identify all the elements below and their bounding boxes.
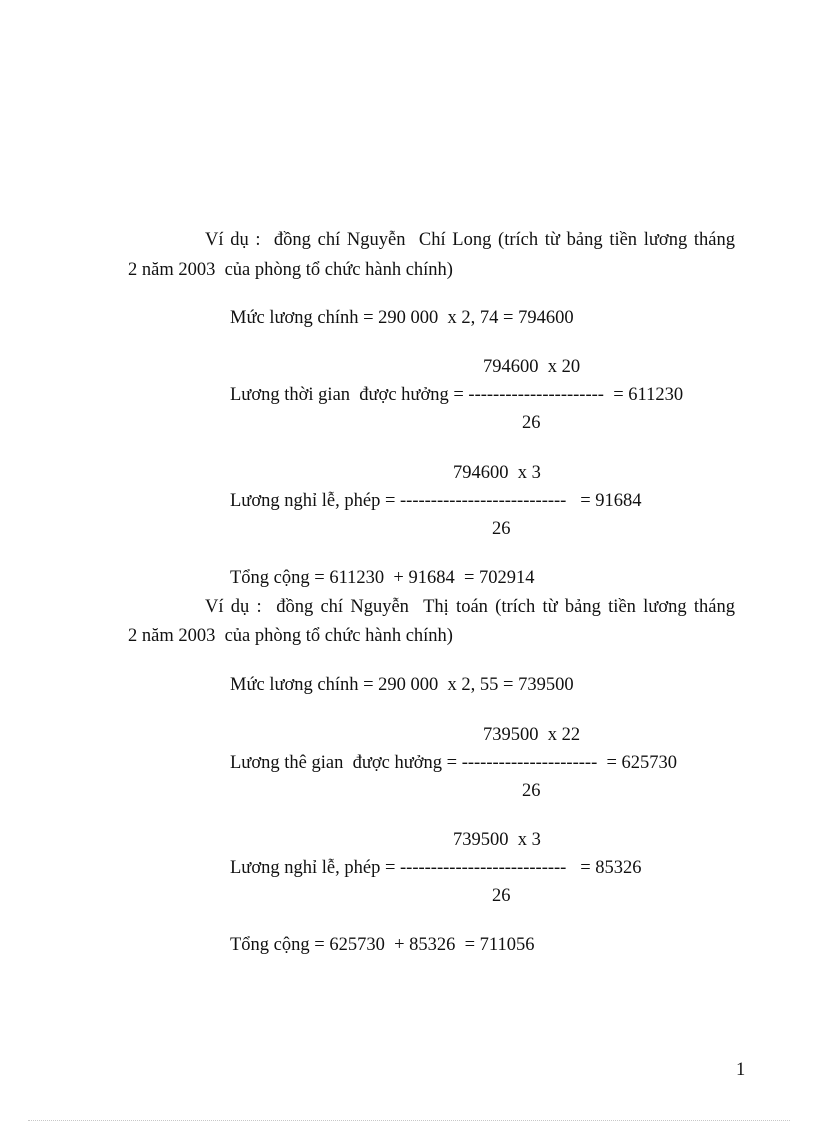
example2-intro-line2: 2 năm 2003 của phòng tổ chức hành chính): [128, 626, 453, 646]
example1-leave-pay-numerator: 794600 x 3: [453, 463, 541, 483]
example1-time-pay-numerator: 794600 x 20: [483, 357, 581, 377]
example1-leave-pay-formula: Lương nghỉ lễ, phép = --------------------------- = 91684: [230, 491, 642, 511]
example2-time-pay-numerator: 739500 x 22: [483, 725, 581, 745]
example1-time-pay-formula: Lương thời gian được hưởng = ---------------------- = 611230: [230, 385, 684, 405]
example1-time-pay-denominator: 26: [522, 413, 541, 433]
example1-leave-pay-denominator: 26: [492, 519, 511, 539]
example2-base-salary: Mức lương chính = 290 000 x 2, 55 = 739500: [230, 675, 574, 695]
example2-time-pay-formula: Lương thê gian được hưởng = ---------------------- = 625730: [230, 753, 678, 773]
example1-base-salary: Mức lương chính = 290 000 x 2, 74 = 794600: [230, 308, 574, 328]
example1-total: Tổng cộng = 611230 + 91684 = 702914: [230, 568, 535, 588]
example1-intro-line2: 2 năm 2003 của phòng tổ chức hành chính): [128, 260, 453, 280]
example2-leave-pay-formula: Lương nghỉ lễ, phép = --------------------------- = 85326: [230, 858, 642, 878]
example2-time-pay-denominator: 26: [522, 781, 541, 801]
example2-leave-pay-denominator: 26: [492, 886, 511, 906]
page-number: 1: [736, 1060, 746, 1080]
footer-divider: [28, 1120, 790, 1121]
example2-leave-pay-numerator: 739500 x 3: [453, 830, 541, 850]
example1-intro-line1: Ví dụ : đồng chí Nguyễn Chí Long (trích từ bảng tiền lương tháng: [205, 230, 735, 250]
example2-intro-line1: Ví dụ : đồng chí Nguyễn Thị toán (trích từ bảng tiền lương tháng: [205, 597, 735, 617]
example2-total: Tổng cộng = 625730 + 85326 = 711056: [230, 935, 535, 955]
